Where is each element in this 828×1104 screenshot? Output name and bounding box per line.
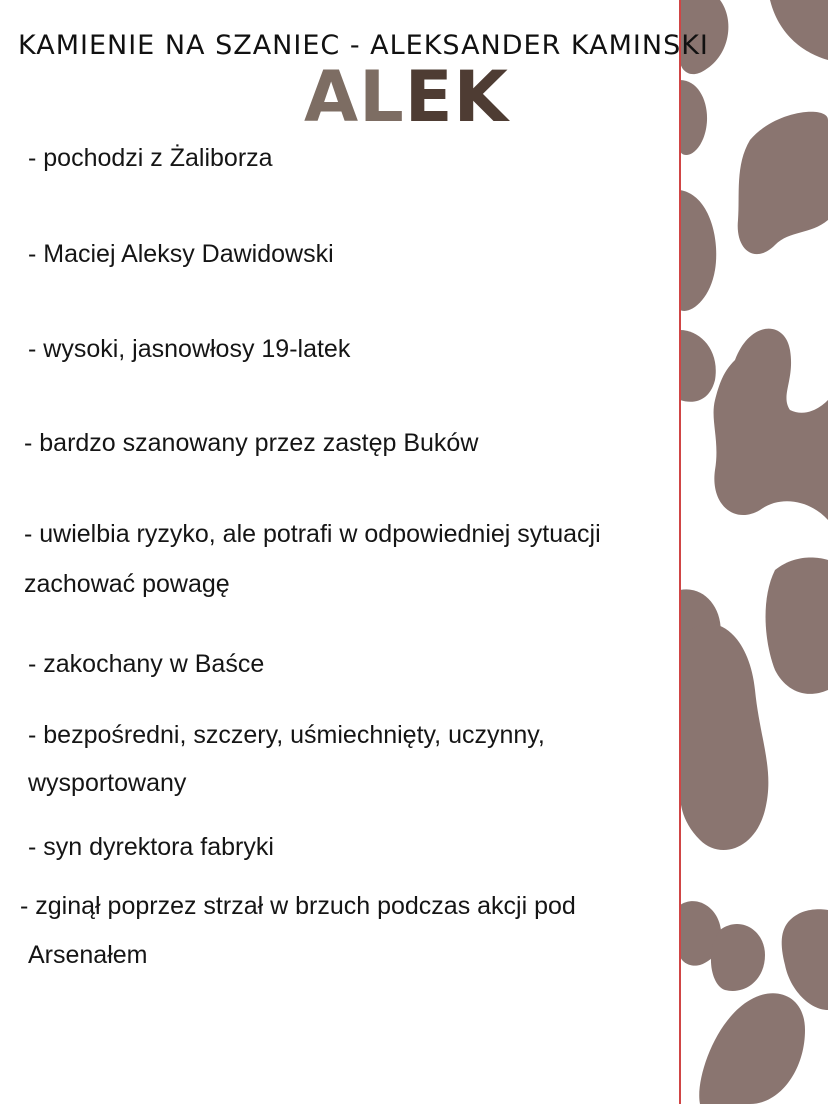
trait-personality: - bezpośredni, szczery, uśmiechnięty, uczynny,: [28, 721, 545, 749]
trait-love: - zakochany w Baśce: [28, 650, 265, 678]
character-name-part-2: EK: [404, 56, 509, 138]
trait-family: - syn dyrektora fabryki: [28, 833, 274, 861]
trait-risk: - uwielbia ryzyko, ale potrafi w odpowiedniej sytuacji: [24, 520, 601, 548]
page-title: KAMIENIE NA SZANIEC - ALEKSANDER KAMINSKI: [18, 30, 709, 61]
trait-full-name: - Maciej Aleksy Dawidowski: [28, 240, 334, 268]
trait-respect: - bardzo szanowany przez zastęp Buków: [24, 429, 479, 457]
margin-line: [679, 0, 681, 1104]
trait-death: - zginął poprzez strzał w brzuch podczas akcji pod: [20, 892, 576, 920]
trait-appearance: - wysoki, jasnowłosy 19-latek: [28, 335, 351, 363]
character-name-part-1: AL: [304, 56, 405, 138]
character-name-heading: [304, 56, 509, 138]
cow-spots-graphic: [680, 0, 828, 1104]
cow-pattern-decoration: [680, 0, 828, 1104]
trait-risk-continued: zachować powagę: [24, 570, 230, 598]
trait-personality-continued: wysportowany: [28, 769, 187, 797]
trait-origin: - pochodzi z Żaliborza: [28, 144, 273, 172]
trait-death-continued: Arsenałem: [28, 941, 148, 969]
